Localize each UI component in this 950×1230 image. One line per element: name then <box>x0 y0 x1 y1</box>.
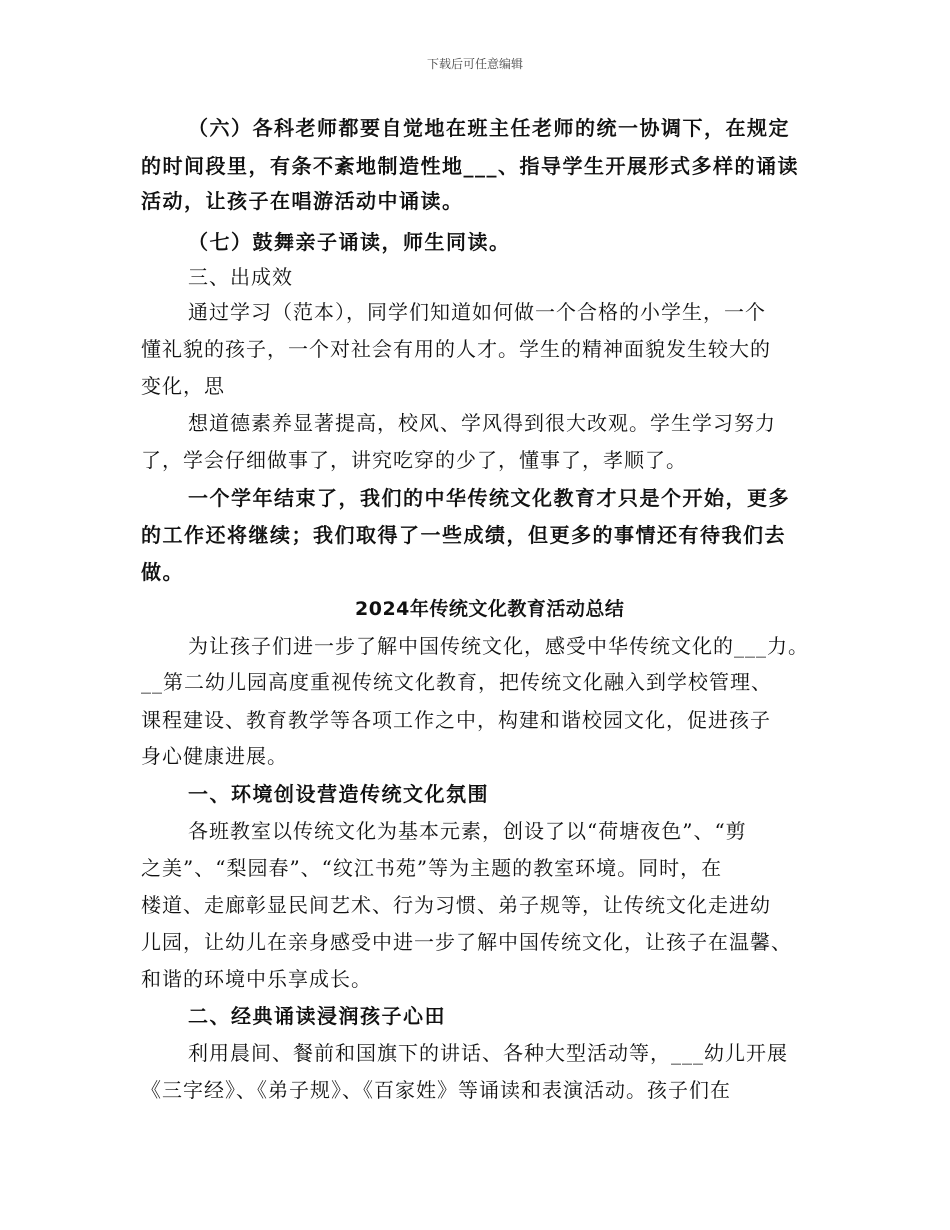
section-heading: 三、出成效 <box>188 265 293 289</box>
paragraph-line: 身心健康进展。 <box>141 744 288 768</box>
paragraph-line: 的工作还将继续；我们取得了一些成绩，但更多的事情还有待我们去 <box>141 523 786 547</box>
paragraph-line: 为让孩子们进一步了解中国传统文化，感受中华传统文化的___力。 <box>188 634 809 658</box>
paragraph-line: 一个学年结束了，我们的中华传统文化教育才只是个开始，更多 <box>188 486 790 510</box>
paragraph-line: 的时间段里，有条不紊地制造性地___、指导学生开展形式多样的诵读 <box>141 154 799 178</box>
paragraph-line: 通过学习（范本），同学们知道如何做一个合格的小学生，一个 <box>188 300 766 324</box>
paragraph-line: 懂礼貌的孩子，一个对社会有用的人才。学生的精神面貌发生较大的 <box>141 337 771 361</box>
paragraph-line: 想道德素养显著提高，校风、学风得到很大改观。学生学习努力 <box>188 411 776 435</box>
paragraph-line: （六）各科老师都要自觉地在班主任老师的统一协调下，在规定 <box>188 116 790 140</box>
paragraph-line: 和谐的环境中乐享成长。 <box>141 967 372 991</box>
section-heading: 二、经典诵读浸润孩子心田 <box>188 1004 446 1028</box>
paragraph-line: 课程建设、教育教学等各项工作之中，构建和谐校园文化，促进孩子 <box>141 708 771 732</box>
paragraph-line: 楼道、走廊彰显民间艺术、行为习惯、弟子规等，让传统文化走进幼 <box>141 893 771 917</box>
paragraph-line: 变化，思 <box>141 374 225 398</box>
paragraph-line: __第二幼儿园高度重视传统文化教育，把传统文化融入到学校管理、 <box>141 670 772 694</box>
document-title: 2024年传统文化教育活动总结 <box>355 598 625 620</box>
paragraph-line: 儿园，让幼儿在亲身感受中进一步了解中国传统文化，让孩子在温馨、 <box>141 930 792 954</box>
paragraph-line: 各班教室以传统文化为基本元素，创设了以“荷塘夜色”、“剪 <box>188 819 747 843</box>
paragraph-line: 了，学会仔细做事了，讲究吃穿的少了，懂事了，孝顺了。 <box>141 448 687 472</box>
paragraph-line: 做。 <box>141 560 184 584</box>
paragraph-line: 活动，让孩子在唱游活动中诵读。 <box>141 189 464 213</box>
paragraph-line: 之美”、“梨园春”、“纹江书苑”等为主题的教室环境。同时，在 <box>141 856 723 880</box>
section-heading: 一、环境创设营造传统文化氛围 <box>188 782 489 806</box>
page-header: 下载后可任意编辑 <box>426 57 523 71</box>
paragraph-line: 利用晨间、餐前和国旗下的讲话、各种大型活动等，___幼儿开展 <box>188 1041 788 1065</box>
paragraph-line: （七）鼓舞亲子诵读，师生同读。 <box>188 230 511 254</box>
paragraph-line: 《三字经》、《弟子规》、《百家姓》等诵读和表演活动。孩子们在 <box>141 1078 731 1102</box>
